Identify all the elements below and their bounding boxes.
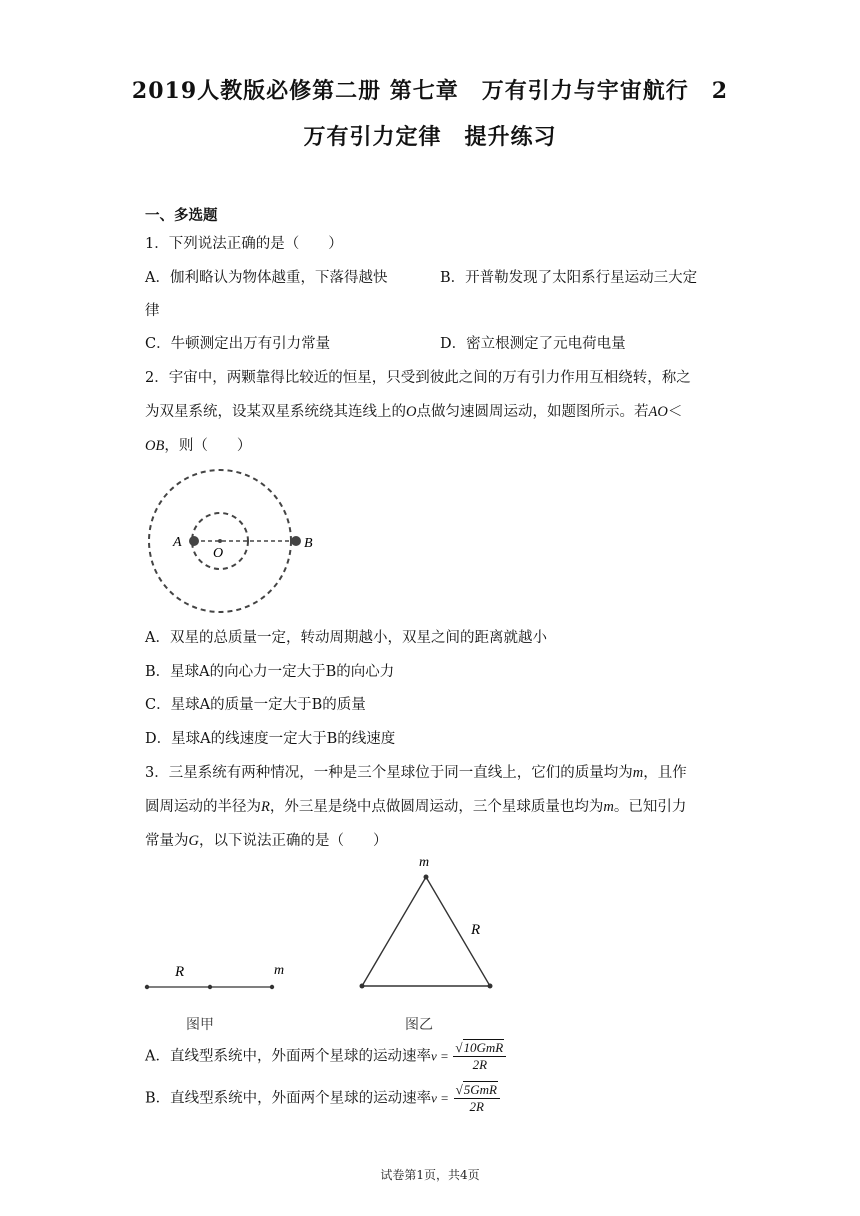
- q2-option-d: D．星球A的线速度一定大于B的线速度: [145, 731, 396, 747]
- q1-stem: 1．下列说法正确的是（ ）: [145, 236, 343, 252]
- fig-label-b: B: [304, 536, 313, 551]
- q1-option-a: A．伽利略认为物体越重，下落得越快: [145, 270, 388, 286]
- q3-option-a: A．直线型系统中，外面两个星球的运动速率v = $\frac{\text{√10GmR}}{2R}$: [145, 1040, 506, 1073]
- triangle-three-star-figure: [350, 850, 520, 1040]
- q3-option-b: B．直线型系统中，外面两个星球的运动速率v = $\frac{\text{√5GmR}}{2R}$: [145, 1082, 500, 1115]
- q1-option-d: D．密立根测定了元电荷电量: [440, 336, 626, 352]
- q2-stem-line3: OB，则（ ）: [145, 438, 252, 454]
- q3-stem-line2: 圆周运动的半径为R，外三星是绕中点做圆周运动，三个星球质量也均为m。已知引力: [145, 799, 687, 815]
- page-title-line1: 2019人教版必修第二册 第七章 万有引力与宇宙航行 2: [131, 78, 729, 104]
- fig-caption-yi: 图乙: [405, 1017, 433, 1033]
- q2-option-c: C．星球A的质量一定大于B的质量: [145, 697, 366, 713]
- fig-label-a: A: [173, 535, 182, 550]
- q1-option-b-continued: 律: [145, 303, 160, 319]
- fig-label-o: O: [213, 546, 224, 561]
- fig-caption-jia: 图甲: [186, 1017, 214, 1033]
- page-footer: 试卷第1页，共4页: [380, 1168, 480, 1182]
- q1-option-c: C．牛顿测定出万有引力常量: [145, 336, 331, 352]
- linear-three-star-figure: [140, 950, 310, 1040]
- q2-option-a: A．双星的总质量一定，转动周期越小，双星之间的距离就越小: [145, 630, 547, 646]
- q3-stem-line1: 3．三星系统有两种情况，一种是三个星球位于同一直线上，它们的质量均为m，且作: [145, 765, 687, 781]
- q3-option-a-formula: $\frac{\text{√10GmR}}{2R}$: [453, 1040, 506, 1073]
- q2-stem-line2: 为双星系统，设某双星系统绕其连线上的O点做匀速圆周运动，如题图所示。若AO＜: [145, 404, 683, 420]
- binary-star-figure: [140, 466, 313, 616]
- svg-text:m: m: [274, 963, 285, 978]
- section-heading: 一、多选题: [145, 207, 218, 224]
- q2-option-b: B．星球A的向心力一定大于B的向心力: [145, 664, 395, 680]
- q1-option-b: B．开普勒发现了太阳系行星运动三大定: [440, 270, 698, 286]
- q2-stem-line1: 2．宇宙中，两颗靠得比较近的恒星，只受到彼此之间的万有引力作用互相绕转，称之: [145, 370, 691, 386]
- svg-text:R: R: [175, 964, 185, 980]
- q3-option-b-formula: $\frac{\text{√5GmR}}{2R}$: [454, 1082, 500, 1115]
- page-title-line2: 万有引力定律 提升练习: [303, 124, 557, 150]
- q3-stem-line3: 常量为G，以下说法正确的是（ ）: [145, 833, 388, 849]
- svg-text:R: R: [471, 922, 481, 938]
- svg-text:m: m: [419, 855, 430, 870]
